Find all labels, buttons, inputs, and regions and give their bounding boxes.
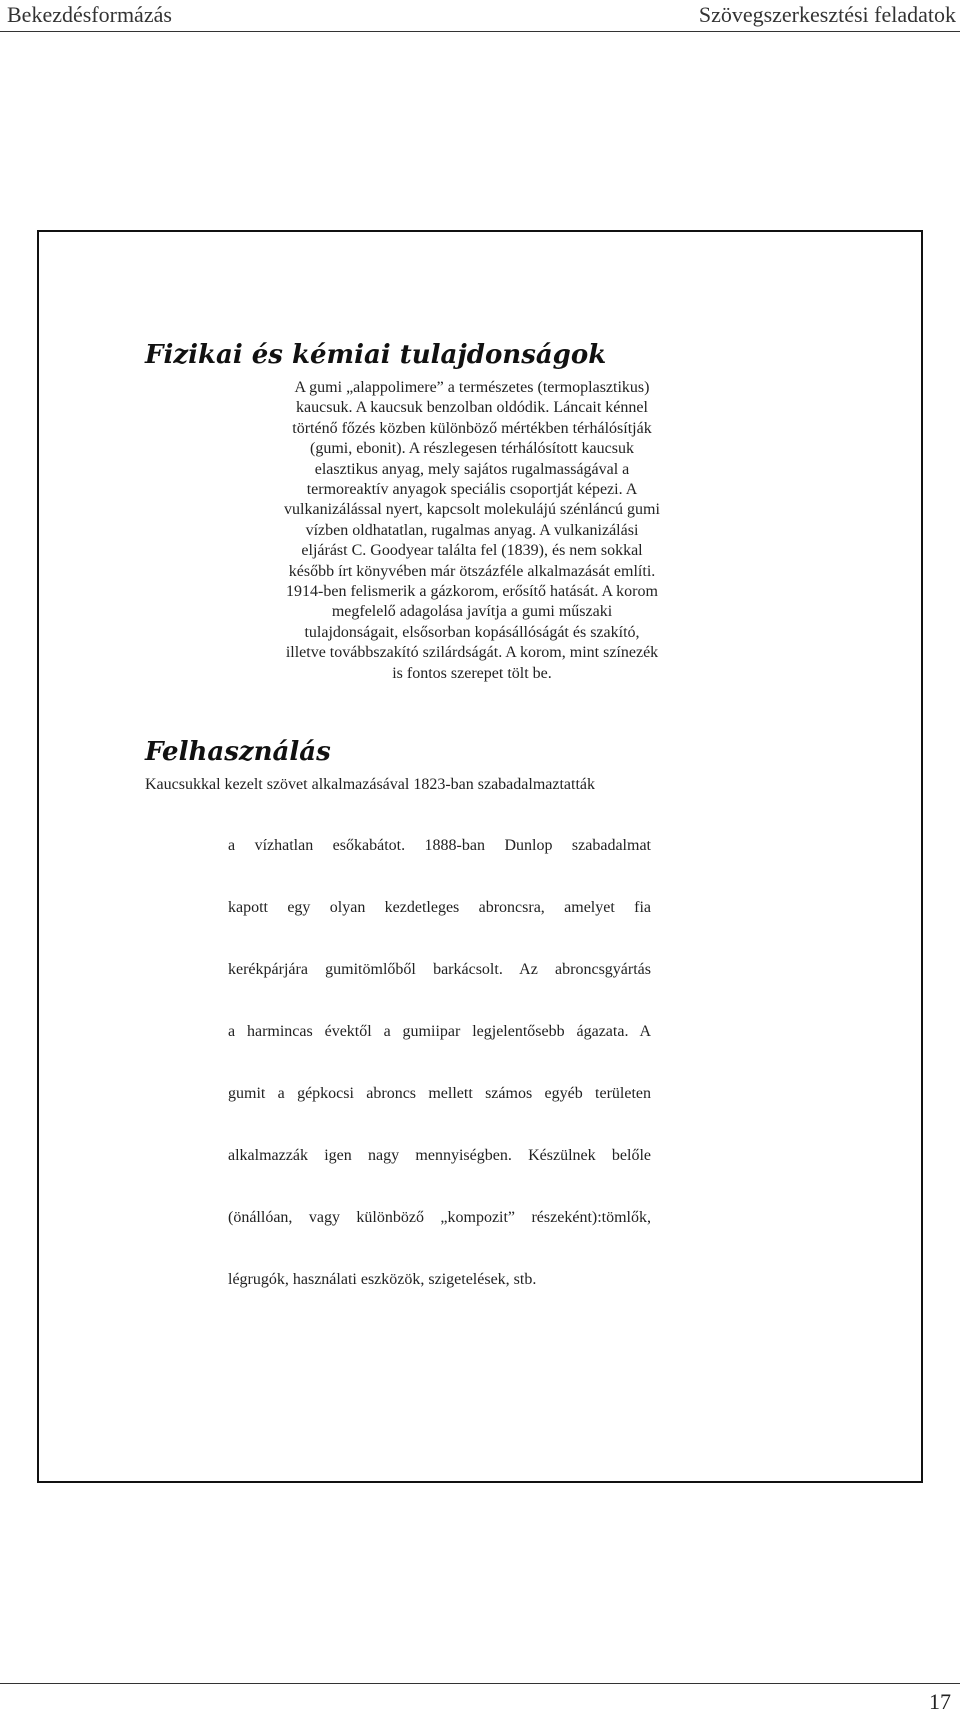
usage-first-line: Kaucsukkal kezelt szövet alkalmazásával 1823-ban szabadalmaztatták	[145, 776, 596, 793]
header-chapter-title: Bekezdésformázás	[7, 2, 172, 27]
usage-line: a vízhatlan esőkabátot. 1888-ban Dunlop szabadalmat	[228, 837, 651, 854]
section-heading-properties: Fizikai és kémiai tulajdonságok	[145, 340, 607, 370]
header-book-title: Szövegszerkesztési feladatok	[698, 2, 956, 27]
paragraph-line: elasztikus anyag, mely sajátos rugalmasságával a	[314, 460, 630, 478]
footer-divider	[0, 1683, 960, 1684]
section-heading-usage: Felhasználás	[145, 737, 331, 767]
usage-line: kapott egy olyan kezdetleges abroncsra, amelyet fia	[228, 899, 651, 916]
paragraph-line: később írt könyvében már ötszázféle alkalmazását említi.	[288, 562, 656, 580]
paragraph-line: is fontos szerepet tölt be.	[392, 664, 552, 682]
page-number: 17	[929, 1689, 951, 1714]
paragraph-line: termoreaktív anyagok speciális csoportját képezi. A	[306, 481, 638, 499]
page-header	[0, 0, 960, 34]
paragraph-line: tulajdonságait, elsősorban kopásállóságát és szakító,	[304, 623, 640, 641]
paragraph-line: (gumi, ebonit). A részlegesen térhálósított kaucsuk	[310, 440, 634, 458]
paragraph-line: történő főzés közben különböző mértékben térhálósítják	[292, 419, 652, 437]
usage-line: alkalmazzák igen nagy mennyiségben. Készülnek belőle	[228, 1147, 651, 1164]
usage-line: a harmincas évektől a gumiipar legjelentősebb ágazata. A	[228, 1023, 651, 1040]
paragraph-line: A gumi „alappolimere” a természetes (termoplasztikus)	[294, 379, 650, 396]
usage-line: légrugók, használati eszközök, szigetelések, stb.	[228, 1271, 537, 1288]
paragraph-line: vízben oldhatatlan, rugalmas anyag. A vulkanizálási	[305, 521, 639, 539]
header-divider	[0, 31, 960, 32]
paragraph-line: eljárást C. Goodyear találta fel (1839), és nem sokkal	[301, 542, 643, 560]
paragraph-line: megfelelő adagolása javítja a gumi műszaki	[331, 603, 613, 621]
paragraph-line: 1914-ben felismerik a gázkorom, erősítő hatását. A korom	[286, 583, 658, 601]
paragraph-line: illetve továbbszakító szilárdságát. A korom, mint színezék	[285, 644, 659, 662]
usage-line: kerékpárjára gumitömlőből barkácsolt. Az abroncsgyártás	[228, 961, 651, 978]
usage-line: (önállóan, vagy különböző „kompozit” részeként):tömlők,	[228, 1209, 651, 1226]
usage-line: gumit a gépkocsi abroncs mellett számos egyéb területen	[228, 1085, 651, 1102]
paragraph-line: vulkanizálással nyert, kapcsolt molekulájú szénláncú gumi	[284, 501, 660, 519]
properties-paragraph	[262, 378, 682, 684]
paragraph-line: kaucsuk. A kaucsuk benzolban oldódik. Láncait kénnel	[296, 399, 648, 417]
